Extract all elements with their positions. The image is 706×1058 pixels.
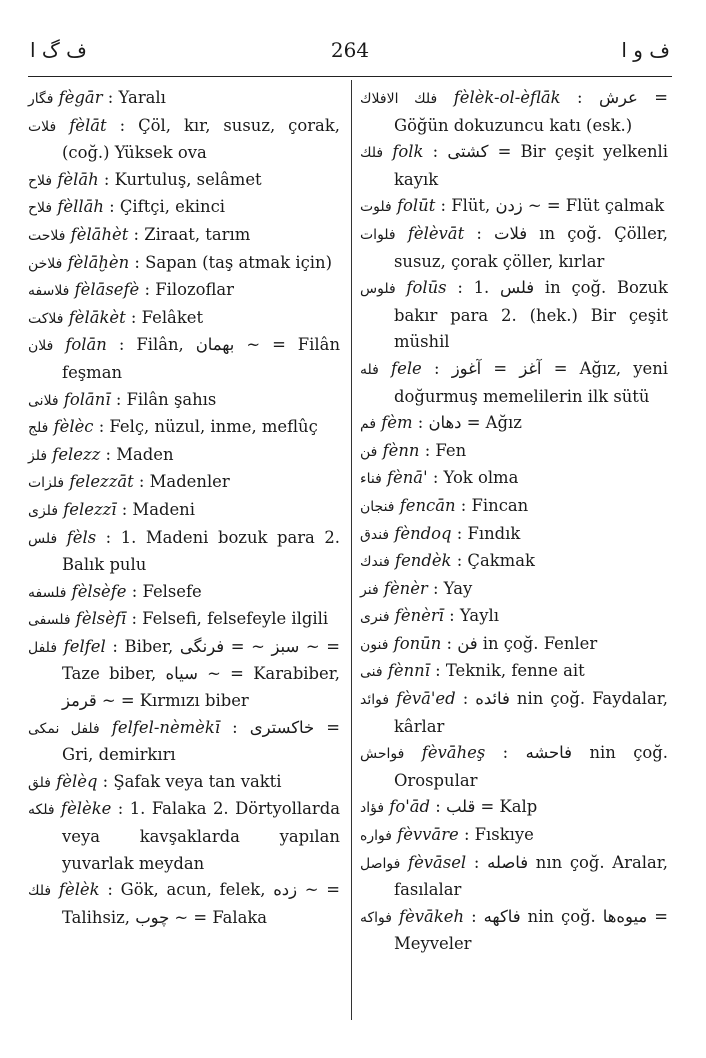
dictionary-entry — [360, 603, 668, 631]
arabic-headword: فلس — [28, 530, 58, 547]
transliteration: fègār — [58, 88, 103, 107]
dictionary-entry — [360, 275, 668, 356]
arabic-headword: فلفل — [28, 639, 58, 656]
dictionary-entry — [28, 606, 340, 634]
page-header — [30, 38, 670, 68]
arabic-headword: فنى — [360, 664, 383, 681]
dictionary-entry — [28, 305, 340, 333]
arabic-headword: فواكه — [360, 909, 392, 926]
dictionary-entry — [360, 521, 668, 549]
transliteration: fènn — [382, 440, 420, 460]
right-column — [360, 85, 668, 958]
transliteration: fèllāh — [57, 197, 104, 217]
arabic-headword: فلق — [28, 774, 52, 791]
arabic-headword: فنر — [360, 581, 379, 598]
definition: : Yay — [432, 578, 473, 598]
dictionary-entry — [360, 686, 668, 740]
transliteration: fèlèk — [58, 880, 100, 900]
arabic-headword: فنجان — [360, 498, 395, 515]
dictionary-entry — [360, 356, 668, 410]
definition: : 1. Madeni bozuk para 2. Balık pulu — [62, 527, 340, 575]
definition: : 1. فلس in çoğ. Bozuk bakır para 2. (hek.) Bir çeşit müshil — [394, 278, 668, 352]
dictionary-entry — [360, 631, 668, 659]
dictionary-entry — [28, 222, 340, 250]
dictionary-entry — [360, 193, 668, 221]
dictionary-entry — [28, 250, 340, 278]
transliteration: fèlāhèt — [70, 224, 129, 244]
definition: : Çiftçi, ekinci — [109, 197, 225, 217]
arabic-headword: فلاسفه — [28, 283, 70, 300]
arabic-headword: فواحش — [360, 746, 405, 763]
definition: : Çöl, kır, susuz, çorak, (coğ.) Yüksek ova — [62, 115, 340, 163]
definition: : خاكسترى = Gri, demirkırı — [62, 717, 340, 765]
transliteration: fèlèvāt — [407, 223, 465, 243]
dictionary-entry — [28, 715, 340, 769]
arabic-headword: فم — [360, 416, 377, 433]
header-left-letters: ف گ ا — [30, 38, 87, 62]
definition: : 1. Falaka 2. Dörtyollarda veya kavşaklarda yapılan yuvarlak meydan — [62, 799, 340, 873]
definition: : Felsefe — [131, 581, 202, 601]
arabic-headword: فلك — [28, 883, 52, 900]
header-right-letters: ف و ا — [621, 38, 670, 62]
arabic-headword: فنرى — [360, 609, 390, 626]
definition: : فائده nin çoğ. Faydalar, kârlar — [394, 689, 668, 736]
transliteration: fencān — [399, 495, 456, 515]
transliteration: fèvvāre — [397, 825, 459, 845]
arabic-headword: فلسفه — [28, 584, 67, 601]
arabic-headword: فلاحت — [28, 227, 66, 244]
dictionary-entry — [360, 85, 668, 139]
dictionary-entry — [28, 442, 340, 470]
definition: : Gök, acun, felek, زده ~ = Talihsiz, چوب ~ = Falaka — [62, 880, 341, 927]
definition: : Fıskıye — [463, 825, 534, 845]
arabic-headword: فگار — [28, 91, 54, 107]
transliteration: fendèk — [395, 551, 452, 571]
dictionary-entry — [360, 850, 668, 904]
dictionary-entry — [28, 634, 340, 715]
arabic-headword: فلوس — [360, 281, 396, 298]
definition: : فاحشه nin çoğ. Orospular — [394, 743, 668, 790]
arabic-headword: فندك — [360, 554, 390, 571]
transliteration: felezzī — [63, 499, 117, 519]
dictionary-entry — [28, 277, 340, 305]
definition: : دهان = Ağız — [417, 413, 522, 433]
transliteration: felezz — [52, 444, 101, 464]
definition: : Biber, سبز ~ = فرنگى ~ = Taze biber, سياه ~ = Karabiber, قرمز ~ = Kırmızı biber — [62, 636, 341, 711]
dictionary-entry — [28, 469, 340, 497]
arabic-headword: فلاح — [28, 172, 53, 189]
transliteration: fèlāh — [57, 169, 99, 189]
definition: : Felsefi, felsefeyle ilgili — [131, 609, 329, 629]
arabic-headword: فؤاد — [360, 800, 385, 817]
dictionary-entry — [28, 414, 340, 442]
arabic-headword: فلج — [28, 420, 49, 437]
dictionary-entry — [360, 904, 668, 958]
definition: : Kurtuluş, selâmet — [103, 169, 262, 189]
definition: : كشتى = Bir çeşit yelkenli kayık — [394, 142, 668, 189]
definition: : Maden — [105, 444, 174, 464]
definition: : فلات ın çoğ. Çöller, susuz, çorak çöller, kırlar — [394, 223, 669, 271]
dictionary-entry — [28, 332, 340, 386]
definition: : Felç, nüzul, inme, meflûç — [98, 417, 318, 437]
transliteration: fèlāsefè — [74, 280, 140, 300]
transliteration: felfel — [63, 636, 106, 656]
arabic-headword: فواصل — [360, 855, 401, 872]
dictionary-entry — [28, 525, 340, 579]
dictionary-entry — [28, 579, 340, 607]
definition: : Çakmak — [456, 551, 535, 571]
definition: : Madenler — [138, 472, 230, 492]
dictionary-entry — [28, 796, 340, 877]
transliteration: fènnī — [387, 661, 430, 681]
definition: : Madeni — [121, 499, 195, 519]
arabic-headword: فن — [360, 443, 378, 460]
transliteration: folūt — [396, 196, 436, 216]
transliteration: fele — [391, 358, 422, 378]
dictionary-entry — [28, 769, 340, 797]
definition: : Fen — [424, 440, 467, 460]
dictionary-entry — [360, 410, 668, 438]
transliteration: fèls — [66, 527, 97, 547]
dictionary-entry — [360, 658, 668, 686]
transliteration: fèlāt — [69, 115, 107, 135]
arabic-headword: فلك — [360, 145, 384, 162]
dictionary-entry — [28, 85, 340, 113]
arabic-headword: فلزات — [28, 475, 65, 492]
page-number: 264 — [330, 38, 370, 62]
transliteration: fènèr — [383, 578, 428, 598]
dictionary-entry — [360, 740, 668, 794]
transliteration: folānī — [63, 389, 111, 409]
arabic-headword: فلسفى — [28, 612, 71, 629]
definition: : Yaylı — [449, 606, 499, 626]
arabic-headword: فلكه — [28, 802, 55, 819]
transliteration: fèlsèfī — [75, 609, 127, 629]
dictionary-entry — [28, 113, 340, 167]
arabic-headword: فلز — [28, 447, 48, 464]
definition: : فاكهه nin çoğ. ميوه‌ها = Meyveler — [394, 906, 668, 954]
arabic-headword: فندق — [360, 526, 390, 543]
transliteration: fèlākèt — [68, 307, 126, 327]
transliteration: fèlèc — [53, 417, 94, 437]
transliteration: fèlèq — [56, 771, 98, 791]
definition: : Yaralı — [107, 88, 166, 107]
arabic-headword: فلات — [28, 118, 57, 135]
arabic-headword: فلك الافلاك — [360, 91, 438, 107]
arabic-headword: فنون — [360, 636, 389, 653]
definition: : Filozoflar — [144, 280, 234, 300]
definition: : Filân, بهمان ~ = Filân feşman — [62, 335, 340, 382]
left-column — [28, 85, 340, 931]
dictionary-entry — [28, 194, 340, 222]
arabic-headword: فلان — [28, 338, 54, 355]
definition: : Yok olma — [432, 468, 519, 488]
transliteration: fènā' — [386, 468, 428, 488]
header-rule — [28, 76, 672, 77]
arabic-headword: فلوت — [360, 199, 392, 216]
definition: : Teknik, fenne ait — [435, 661, 585, 681]
transliteration: fèlsèfe — [71, 581, 127, 601]
definition: : Fincan — [460, 495, 529, 515]
arabic-headword: فلفل نمكى — [28, 720, 100, 737]
transliteration: fènèrī — [394, 606, 444, 626]
transliteration: fèndoq — [394, 523, 452, 543]
transliteration: fèvākeh — [399, 906, 465, 926]
arabic-headword: فلانى — [28, 392, 59, 409]
dictionary-entry — [360, 493, 668, 521]
column-divider — [351, 80, 352, 1020]
transliteration: fèlèk-ol-èflāk — [453, 88, 561, 107]
dictionary-entry — [28, 387, 340, 415]
transliteration: folān — [65, 335, 107, 355]
definition: : Sapan (taş atmak için) — [134, 252, 332, 272]
dictionary-entry — [28, 877, 340, 931]
arabic-headword: فواره — [360, 828, 392, 845]
arabic-headword: فلاح — [28, 200, 53, 217]
arabic-headword: فله — [360, 361, 379, 378]
definition: : Ziraat, tarım — [133, 224, 251, 244]
transliteration: fèlāḫèn — [67, 252, 130, 272]
dictionary-entry — [360, 822, 668, 850]
definition: : Felâket — [130, 307, 204, 327]
arabic-headword: فلاكت — [28, 310, 64, 327]
definition: : فن in çoğ. Fenler — [446, 633, 598, 653]
transliteration: felezzāt — [69, 472, 134, 492]
definition: : Filân şahıs — [115, 389, 217, 409]
transliteration: fèm — [381, 413, 413, 433]
definition: : قلب = Kalp — [435, 797, 538, 817]
arabic-headword: فوائد — [360, 692, 390, 709]
dictionary-entry — [360, 221, 668, 275]
dictionary-entry — [360, 438, 668, 466]
transliteration: felfel-nèmèkī — [111, 717, 221, 737]
definition: : Flüt, زدن ~ = Flüt çalmak — [440, 196, 665, 216]
dictionary-entry — [360, 576, 668, 604]
dictionary-entry — [28, 167, 340, 195]
transliteration: fèvā'ed — [396, 689, 456, 709]
arabic-headword: فناء — [360, 471, 382, 488]
definition: : آغز = آغوز = Ağız, yeni doğurmuş memelilerin ilk sütü — [394, 358, 668, 406]
definition: : فاصله nın çoğ. Aralar, fasılalar — [394, 852, 668, 900]
arabic-headword: فلزى — [28, 502, 59, 519]
transliteration: fèvāsel — [408, 852, 467, 872]
dictionary-entry — [360, 139, 668, 193]
definition: : عرش = Göğün dokuzuncu katı (esk.) — [394, 88, 668, 135]
definition: : Şafak veya tan vakti — [102, 771, 282, 791]
transliteration: fonūn — [393, 633, 442, 653]
arabic-headword: فلاخن — [28, 255, 63, 272]
transliteration: fo'ād — [389, 797, 430, 817]
transliteration: fèvāheş — [421, 743, 486, 763]
arabic-headword: فلوات — [360, 226, 396, 243]
dictionary-entry — [360, 548, 668, 576]
transliteration: folk — [392, 142, 424, 162]
definition: : Fındık — [456, 523, 521, 543]
transliteration: fèlèke — [61, 799, 112, 819]
dictionary-entry — [360, 465, 668, 493]
transliteration: folūs — [406, 278, 447, 298]
dictionary-entry — [360, 794, 668, 822]
dictionary-entry — [28, 497, 340, 525]
